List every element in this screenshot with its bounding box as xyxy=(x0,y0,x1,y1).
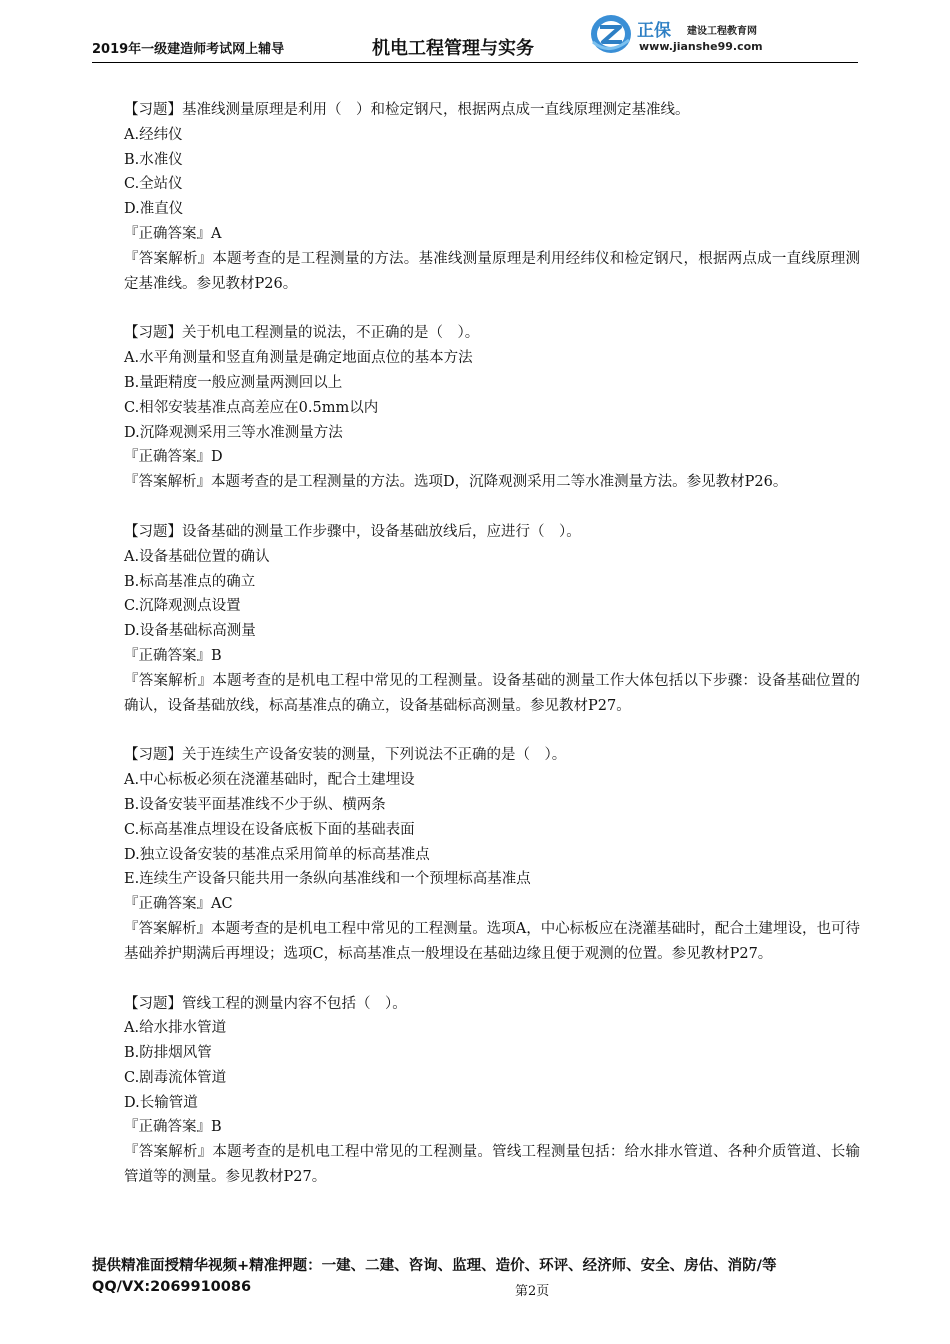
question-option: D.独立设备安装的基准点采用简单的标高基准点 xyxy=(124,846,430,863)
correct-answer: 『正确答案』B xyxy=(124,1119,222,1136)
answer-explanation: 『答案解析』本题考查的是机电工程中常见的工程测量。设备基础的测量工作大体包括以下步骤：设备基础位置的确认，设备基础放线，标高基准点的确立，设备基础标高测量。参见教材P27。 xyxy=(124,672,860,714)
question-option: D.长输管道 xyxy=(124,1094,198,1111)
answer-explanation: 『答案解析』本题考查的是机电工程中常见的工程测量。管线工程测量包括：给水排水管道、各种介质管道、长输管道等的测量。参见教材P27。 xyxy=(124,1144,860,1186)
site-logo[interactable] xyxy=(589,8,789,56)
question-option: A.设备基础位置的确认 xyxy=(124,548,270,565)
correct-answer: 『正确答案』B xyxy=(124,647,222,664)
question-block xyxy=(124,743,860,966)
answer-explanation: 『答案解析』本题考查的是机电工程中常见的工程测量。选项A，中心标板应在浇灌基础时，配合土建埋设，也可待基础养护期满后再埋设；选项C，标高基准点一般埋设在基础边缘且便于观测的位置。参见教材P27。 xyxy=(124,920,860,962)
question-option: D.准直仪 xyxy=(124,201,184,218)
question-option: A.给水排水管道 xyxy=(124,1020,227,1037)
correct-answer: 『正确答案』AC xyxy=(124,896,233,913)
question-stem: 【习题】关于连续生产设备安装的测量，下列说法不正确的是（ ）。 xyxy=(124,747,567,764)
logo-site-name: 建设工程教育网 xyxy=(687,26,757,37)
page-header xyxy=(92,0,858,63)
question-stem: 【习题】关于机电工程测量的说法，不正确的是（ ）。 xyxy=(124,325,480,342)
logo-url: www.jianshe99.com xyxy=(639,40,763,53)
question-block xyxy=(124,321,860,495)
footer-contact: QQ/VX:2069910086 xyxy=(92,1279,252,1295)
logo-swirl-icon xyxy=(589,12,633,56)
question-option: B.量距精度一般应测量两测回以上 xyxy=(124,374,343,391)
logo-brand-name: 正保 xyxy=(637,21,671,41)
page-number: 第2页 xyxy=(515,1284,550,1299)
question-stem: 【习题】基准线测量原理是利用（ ）和检定钢尺，根据两点成一直线原理测定基准线。 xyxy=(124,102,690,118)
question-option: D.设备基础标高测量 xyxy=(124,623,256,640)
correct-answer: 『正确答案』A xyxy=(124,225,222,242)
header-course-title: 2019年一级建造师考试网上辅导 xyxy=(92,42,285,57)
question-block xyxy=(124,992,860,1190)
question-block xyxy=(124,520,860,718)
question-stem: 【习题】管线工程的测量内容不包括（ ）。 xyxy=(124,995,407,1012)
question-option: C.标高基准点埋设在设备底板下面的基础表面 xyxy=(124,821,415,838)
question-option: A.经纬仪 xyxy=(124,126,183,143)
question-list xyxy=(124,98,860,1215)
footer-promo-text: 提供精准面授精华视频+精准押题：一建、二建、咨询、监理、造价、环评、经济师、安全、房估、消防/等 xyxy=(92,1258,777,1274)
question-option: C.相邻安装基准点高差应在0.5mm以内 xyxy=(124,399,379,416)
question-option: D.沉降观测采用三等水准测量方法 xyxy=(124,424,343,441)
question-option: B.防排烟风管 xyxy=(124,1045,212,1062)
question-block xyxy=(124,98,860,296)
question-option: B.标高基准点的确立 xyxy=(124,573,256,590)
answer-explanation: 『答案解析』本题考查的是工程测量的方法。选项D，沉降观测采用二等水准测量方法。参见教材P26。 xyxy=(124,474,788,491)
question-option: C.全站仪 xyxy=(124,176,183,193)
question-option: B.设备安装平面基准线不少于纵、横两条 xyxy=(124,796,386,813)
question-option: B.水准仪 xyxy=(124,151,183,168)
question-option: E.连续生产设备只能共用一条纵向基准线和一个预埋标高基准点 xyxy=(124,871,531,888)
question-option: C.沉降观测点设置 xyxy=(124,598,241,615)
question-option: A.水平角测量和竖直角测量是确定地面点位的基本方法 xyxy=(124,350,473,367)
header-subject-title: 机电工程管理与实务 xyxy=(372,38,534,59)
answer-explanation: 『答案解析』本题考查的是工程测量的方法。基准线测量原理是利用经纬仪和检定钢尺，根据两点成一直线原理测定基准线。参见教材P26。 xyxy=(124,250,860,292)
question-option: C.剧毒流体管道 xyxy=(124,1069,227,1086)
question-stem: 【习题】设备基础的测量工作步骤中，设备基础放线后，应进行（ ）。 xyxy=(124,523,581,540)
question-option: A.中心标板必须在浇灌基础时，配合土建埋设 xyxy=(124,772,415,789)
correct-answer: 『正确答案』D xyxy=(124,449,223,466)
